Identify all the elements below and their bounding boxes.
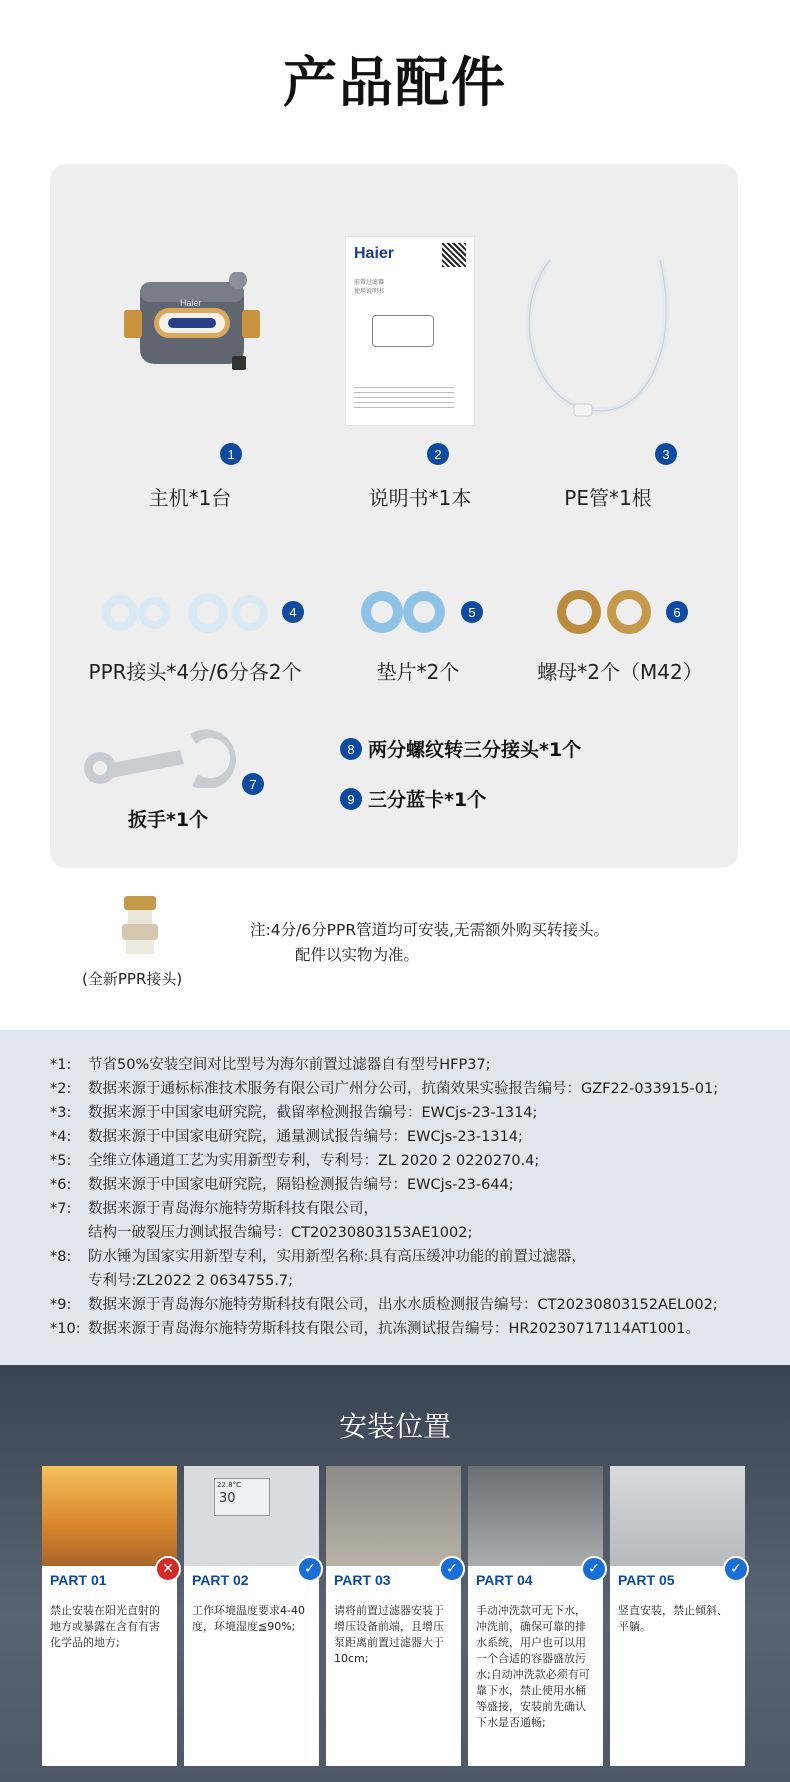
item-label-2: 说明书*1本 bbox=[368, 486, 472, 510]
card-part-3: PART 03 bbox=[334, 1572, 391, 1588]
card-desc-2: 工作环境温度要求4-40度，环境湿度≦90%; bbox=[192, 1604, 305, 1633]
install-title: 安装位置 bbox=[338, 1410, 451, 1443]
item-label-6: 螺母*2个（M42） bbox=[537, 660, 703, 684]
item-label-7: 扳手*1个 bbox=[128, 809, 209, 831]
manual-brand: Haier bbox=[354, 245, 395, 262]
footnote-text: 数据来源于青岛海尔施特劳斯科技有限公司，抗冻测试报告编号：HR20230717114AT1001。 bbox=[88, 1321, 701, 1337]
ppr-connector-image bbox=[118, 892, 162, 956]
footnote-row bbox=[50, 1125, 523, 1146]
footnote-text: 数据来源于中国家电研究院，截留率检测报告编号：EWCjs-23-1314; bbox=[88, 1105, 538, 1121]
footnote-row bbox=[50, 1293, 718, 1314]
footnote-key: *9: bbox=[50, 1297, 72, 1313]
footnote-key: *3: bbox=[50, 1105, 72, 1121]
install-card-1 bbox=[42, 1466, 177, 1766]
check-icon: ✓ bbox=[723, 1556, 749, 1582]
item-number-3: 3 bbox=[655, 443, 677, 465]
item-number-5: 5 bbox=[461, 601, 483, 623]
page-title: 产品配件 bbox=[283, 51, 507, 114]
item-label-8: 两分螺纹转三分接头*1个 bbox=[368, 739, 582, 761]
footnote-row bbox=[50, 1077, 718, 1098]
drain-photo bbox=[468, 1466, 603, 1566]
footnote-row bbox=[50, 1053, 491, 1074]
footnote-text: 数据来源于通标标准技术服务有限公司广州分公司，抗菌效果实验报告编号：GZF22-033915-01; bbox=[88, 1081, 719, 1097]
card-desc-1: 禁止安装在阳光直射的地方或暴露在含有有害化学品的地方; bbox=[50, 1604, 160, 1649]
install-card-2 bbox=[184, 1466, 319, 1766]
footnote-row bbox=[50, 1317, 700, 1338]
footnote-key: *1: bbox=[50, 1057, 72, 1073]
ppr-connectors-image bbox=[98, 590, 278, 636]
card-part-5: PART 05 bbox=[618, 1572, 675, 1588]
card-part-1: PART 01 bbox=[50, 1572, 107, 1588]
install-card-4 bbox=[468, 1466, 603, 1766]
item-label-9: 三分蓝卡*1个 bbox=[368, 789, 487, 811]
footnote-key: *7: bbox=[50, 1201, 72, 1217]
panel-top-reading: 22.8°C bbox=[217, 1481, 241, 1489]
card-part-4: PART 04 bbox=[476, 1572, 533, 1588]
footnote-text: 数据来源于中国家电研究院，通量测试报告编号：EWCjs-23-1314; bbox=[88, 1129, 523, 1145]
control-panel-photo bbox=[184, 1466, 319, 1566]
item-label-4: PPR接头*4分/6分各2个 bbox=[88, 660, 302, 684]
footnote-key: *6: bbox=[50, 1177, 72, 1193]
footnote-row bbox=[50, 1173, 514, 1194]
check-icon: ✓ bbox=[581, 1556, 607, 1582]
footnote-row bbox=[50, 1221, 472, 1242]
manual-line2: 使用说明书 bbox=[354, 288, 385, 295]
card-desc-5: 竖直安装，禁止倾斜、平躺。 bbox=[618, 1604, 728, 1633]
card-part-2: PART 02 bbox=[192, 1572, 249, 1588]
note-line-2: 配件以实物为准。 bbox=[295, 946, 420, 964]
footnote-key: *2: bbox=[50, 1081, 72, 1097]
footnote-key: *4: bbox=[50, 1129, 72, 1145]
item-number-9: 9 bbox=[340, 788, 362, 810]
device-brand: Haier bbox=[180, 298, 202, 308]
footnote-text: 专利号:ZL2022 2 0634755.7; bbox=[88, 1273, 294, 1289]
install-card-3 bbox=[326, 1466, 461, 1766]
item-number-4: 4 bbox=[282, 601, 304, 623]
footnote-row bbox=[50, 1197, 378, 1218]
footnote-row bbox=[50, 1269, 293, 1290]
install-card-5 bbox=[610, 1466, 745, 1766]
item-number-2: 2 bbox=[427, 443, 449, 465]
item-number-7: 7 bbox=[242, 773, 264, 795]
pipe-filter-photo bbox=[326, 1466, 461, 1566]
card-desc-3: 请将前置过滤器安装于增压设备前端，且增压泵距离前置过滤器大于10cm; bbox=[334, 1604, 444, 1665]
footnote-text: 结构一破裂压力测试报告编号：CT20230803153AE1002; bbox=[88, 1225, 473, 1241]
item-label-3: PE管*1根 bbox=[564, 486, 652, 510]
footnote-row bbox=[50, 1101, 537, 1122]
item-number-8: 8 bbox=[340, 738, 362, 760]
panel-screen bbox=[214, 1478, 270, 1516]
footnote-key: *8: bbox=[50, 1249, 72, 1265]
manual-line1: 前置过滤器 bbox=[354, 279, 385, 286]
pe-pipe-image bbox=[520, 250, 680, 430]
item-number-6: 6 bbox=[666, 601, 688, 623]
manual-text-lines bbox=[354, 387, 454, 411]
ppr-caption: (全新PPR接头) bbox=[82, 970, 183, 988]
footnote-text: 全维立体通道工艺为实用新型专利，专利号：ZL 2020 2 0220270.4; bbox=[88, 1153, 540, 1169]
footnote-text: 数据来源于中国家电研究院，隔铅检测报告编号：EWCjs-23-644; bbox=[88, 1177, 514, 1193]
wrench-image bbox=[80, 728, 250, 788]
manual-image bbox=[345, 236, 475, 426]
footnote-row bbox=[50, 1245, 586, 1266]
note-line-1: 注:4分/6分PPR管道均可安装,无需额外购买转接头。 bbox=[250, 921, 610, 939]
vertical-install-photo bbox=[610, 1466, 745, 1566]
sunlight-photo bbox=[42, 1466, 177, 1566]
card-desc-4: 手动冲洗款可无下水，冲洗前，确保可靠的排水系统，用户也可以用一个合适的容器盛放污水;自动冲洗款必须有可靠下水，禁止使用水桶等盛接，安装前先确认下水是否通畅; bbox=[476, 1604, 590, 1729]
main-unit-image bbox=[122, 272, 262, 384]
footnote-key: *10: bbox=[50, 1321, 81, 1337]
footnote-key: *5: bbox=[50, 1153, 72, 1169]
footnote-text: 防水锤为国家实用新型专利，实用新型名称:具有高压缓冲功能的前置过滤器， bbox=[88, 1249, 586, 1265]
footnote-text: 数据来源于青岛海尔施特劳斯科技有限公司，出水水质检测报告编号：CT20230803152AEL002; bbox=[88, 1297, 718, 1313]
check-icon: ✓ bbox=[297, 1556, 323, 1582]
cross-icon: ✕ bbox=[155, 1556, 181, 1582]
qr-code bbox=[442, 243, 466, 267]
item-label-5: 垫片*2个 bbox=[376, 660, 460, 684]
manual-illustration bbox=[372, 315, 434, 347]
nuts-image bbox=[555, 586, 655, 638]
panel-temp: 30 bbox=[219, 1491, 236, 1506]
item-number-1: 1 bbox=[220, 443, 242, 465]
footnote-text: 数据来源于青岛海尔施特劳斯科技有限公司， bbox=[88, 1201, 378, 1217]
footnote-row bbox=[50, 1149, 539, 1170]
check-icon: ✓ bbox=[439, 1556, 465, 1582]
footnote-text: 节省50%安装空间对比型号为海尔前置过滤器自有型号HFP37; bbox=[88, 1057, 491, 1073]
gaskets-image bbox=[360, 588, 450, 636]
item-label-1: 主机*1台 bbox=[148, 486, 232, 510]
